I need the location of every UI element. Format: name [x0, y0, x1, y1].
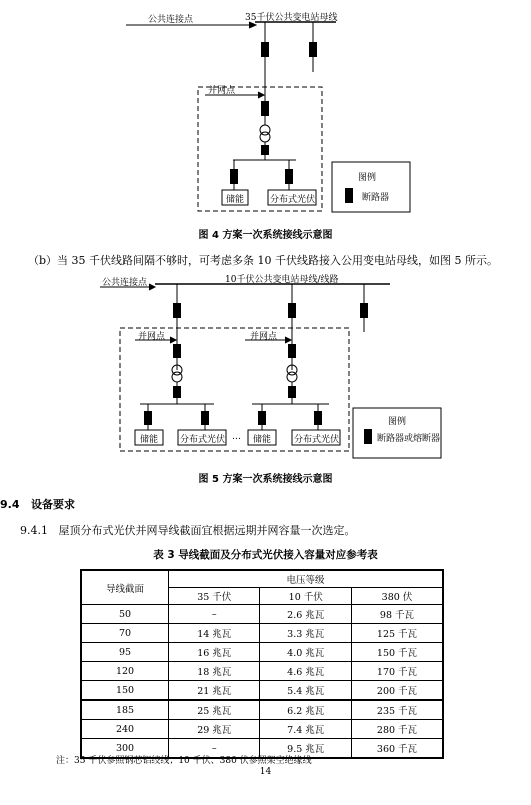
table-cell: 360 千瓦 [351, 739, 443, 759]
table-row [81, 643, 443, 662]
table-header-section: 导线截面 [81, 570, 169, 605]
fig4-legend-title: 图例 [358, 173, 377, 183]
table-col-header: 10 千伏 [260, 588, 351, 605]
fig4-grid-point-label: 并网点 [208, 86, 236, 96]
fig4-storage-label: 储能 [226, 195, 245, 205]
table-cell: 125 千瓦 [351, 624, 443, 643]
figure-5-caption: 图 5 方案一次系统接线示意图 [198, 474, 333, 485]
table-cell: 185 [81, 700, 169, 720]
breaker-icon [288, 303, 296, 318]
section-title: 设备要求 [31, 498, 75, 511]
paragraph-b: （b）当 35 千伏线路间隔不够时，可考虑多条 10 千伏线路接入公用变电站母线，如图 5 所示。 [28, 254, 499, 267]
figure-4-caption: 图 4 方案一次系统接线示意图 [198, 230, 333, 241]
table-header-voltage: 电压等级 [169, 570, 443, 588]
fig4-pcc-label: 公共连接点 [148, 15, 194, 25]
table-cell: 14 兆瓦 [169, 624, 260, 643]
table-row [81, 624, 443, 643]
fig5-grid-point-1-label: 并网点 [138, 332, 166, 342]
table-cell: 21 兆瓦 [169, 681, 260, 701]
table-col-header: 35 千伏 [169, 588, 260, 605]
breaker-icon [309, 42, 317, 57]
breaker-icon [261, 145, 269, 155]
table-cell: 235 千瓦 [351, 700, 443, 720]
breaker-icon [261, 101, 269, 116]
table-cell: 150 [81, 681, 169, 701]
breaker-icon [230, 169, 238, 184]
fig4-bus-label: 35千伏公共变电站母线 [245, 13, 338, 23]
table-cell: 25 兆瓦 [169, 700, 260, 720]
breaker-icon [258, 411, 266, 425]
reference-table [80, 569, 444, 759]
table-cell: 2.6 兆瓦 [260, 605, 351, 624]
table-row [81, 681, 443, 701]
table-cell: 7.4 兆瓦 [260, 720, 351, 739]
clause-9-4-1 [20, 522, 356, 538]
table-cell: 70 [81, 624, 169, 643]
breaker-icon [288, 386, 296, 398]
table-cell: 29 兆瓦 [169, 720, 260, 739]
fig4-pv-label: 分布式光伏 [270, 195, 316, 205]
page-number: 14 [259, 767, 272, 777]
table-cell: 300 [81, 739, 169, 759]
fig5-pv-2-label: 分布式光伏 [294, 435, 340, 445]
legend-breaker-icon [364, 429, 372, 444]
breaker-icon [314, 411, 322, 425]
clause-text: 屋顶分布式光伏并网导线截面宜根据远期并网容量一次选定。 [58, 524, 356, 537]
breaker-icon [360, 303, 368, 318]
fig5-pcc-label: 公共连接点 [102, 278, 148, 288]
table-note: 注：35 千伏参照钢芯铝绞线；10 千伏、380 伏参照架空绝缘线 [56, 756, 312, 766]
breaker-icon [261, 42, 269, 57]
table-cell: 240 [81, 720, 169, 739]
table-row [81, 700, 443, 720]
breaker-icon [173, 344, 181, 358]
fig5-ellipsis: … [232, 432, 241, 442]
table-row [81, 662, 443, 681]
fig4-legend-item: 断路器 [362, 193, 390, 203]
breaker-icon [173, 303, 181, 318]
table-cell: 5.4 兆瓦 [260, 681, 351, 701]
fig5-storage-1-label: 储能 [140, 435, 159, 445]
breaker-icon [173, 386, 181, 398]
legend-breaker-icon [345, 188, 353, 203]
table-cell: 4.6 兆瓦 [260, 662, 351, 681]
fig5-pv-1-label: 分布式光伏 [180, 435, 226, 445]
breaker-icon [201, 411, 209, 425]
fig5-storage-2-label: 储能 [253, 435, 272, 445]
breaker-icon [285, 169, 293, 184]
breaker-icon [288, 344, 296, 358]
table-col-header: 380 伏 [351, 588, 443, 605]
section-number: 9.4 [0, 498, 20, 511]
section-heading [0, 496, 75, 512]
table-cell: 50 [81, 605, 169, 624]
table-cell: 3.3 兆瓦 [260, 624, 351, 643]
table-cell: 150 千瓦 [351, 643, 443, 662]
figure-4-diagram [0, 0, 531, 222]
table-cell: 95 [81, 643, 169, 662]
table-cell: 170 千瓦 [351, 662, 443, 681]
table-cell: 200 千瓦 [351, 681, 443, 701]
table-cell: 120 [81, 662, 169, 681]
table-cell: – [169, 605, 260, 624]
table-cell: 98 千瓦 [351, 605, 443, 624]
fig5-legend-title: 图例 [388, 417, 407, 427]
table-row [81, 720, 443, 739]
fig5-legend-item: 断路器或熔断器 [377, 434, 441, 444]
table-cell: 9.5 兆瓦 [260, 739, 351, 759]
table-cell: 18 兆瓦 [169, 662, 260, 681]
fig5-grid-point-2-label: 并网点 [250, 332, 278, 342]
table-cell: 6.2 兆瓦 [260, 700, 351, 720]
fig5-bus-label: 10千伏公共变电站母线/线路 [225, 275, 339, 285]
table-cell: 280 千瓦 [351, 720, 443, 739]
breaker-icon [144, 411, 152, 425]
table-cell: 16 兆瓦 [169, 643, 260, 662]
table-row [81, 605, 443, 624]
table-cell: – [169, 739, 260, 759]
table-cell: 4.0 兆瓦 [260, 643, 351, 662]
clause-number: 9.4.1 [20, 524, 48, 537]
table-title: 表 3 导线截面及分布式光伏接入容量对应参考表 [153, 549, 378, 561]
